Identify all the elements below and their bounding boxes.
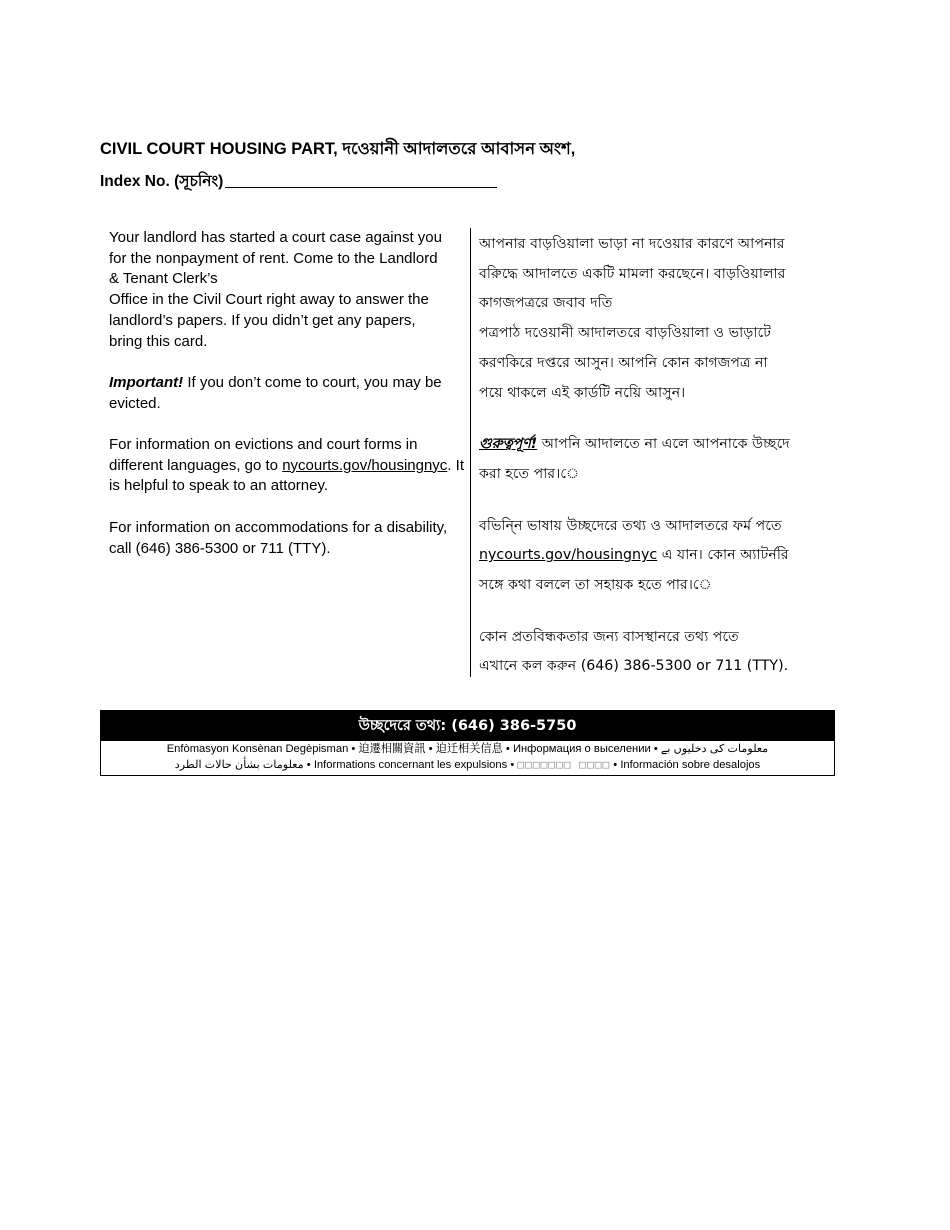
bengali-notice-line: কাগজপত্ররে জবাব দতি [479, 295, 613, 312]
bengali-notice [479, 230, 839, 408]
bengali-info-line: বভিনি্ন ভাষায় উচ্ছদেরে তথ্য ও আদালতরে ফর্ম পতে [479, 517, 782, 534]
bengali-accommodations [479, 623, 839, 682]
index-blank-line [225, 187, 497, 188]
info-text-post: . It is helpful to speak to an attorney. [109, 456, 464, 495]
unrendered-glyphs: □□□□□□□ □□□□ [517, 758, 611, 771]
english-notice-line: Your landlord has started a court case against you [109, 229, 442, 246]
index-label: Index No. (সূচনিং) [100, 173, 224, 190]
eviction-info-banner: উচ্ছদেরে তথ্য: (646) 386-5750 [101, 711, 834, 741]
english-info [109, 435, 465, 497]
english-important [109, 373, 465, 414]
english-notice-line: & Tenant Clerk’s [109, 270, 218, 288]
eviction-info-footer [100, 710, 835, 776]
english-accommodations: For information on accommodations for a disability, call (646) 386-5300 or 711 (TTY). [109, 518, 448, 557]
index-number-field [100, 169, 497, 195]
english-notice-line: bring this card. [109, 332, 208, 350]
bengali-acc-line: এখানে কল করুন (646) 386-5300 or 711 (TTY). [479, 658, 789, 675]
english-column [109, 228, 465, 580]
english-notice-line: landlord’s papers. If you didn’t get any papers, [109, 311, 416, 329]
bengali-column [479, 230, 839, 704]
bengali-notice-line: বরিুদ্ধে আদালতে একটি মামলা করছেনে। বাড়ওিয়ালার [479, 265, 786, 282]
french-label: • Informations concernant les expulsions • [303, 759, 518, 771]
english-notice-line: Office in the Civil Court right away to answer the [109, 291, 429, 309]
bengali-acc-line: কোন প্রতবিন্ধকতার জন্য বাসস্থানরে তথ্য পতে [479, 628, 739, 645]
languages-line-1: Enfòmasyon Konsènan Degèpisman • 迫遷相關資訊 • 迫迁相关信息 • Информация о выселении • معلومات کی دخلیوں بے [166, 743, 769, 755]
arabic-label: معلومات بشأن حالات الطرد [174, 759, 304, 771]
english-notice [109, 228, 465, 352]
bengali-info-line: এ যান। কোন অ্যাটর্নরি [657, 547, 789, 564]
bengali-important-text: আপনি আদালতে না এলে আপনাকে উচ্ছদে [537, 436, 790, 453]
bengali-notice-line: পয়ে থাকলে এই কার্ডটি নয়িে আসুন। [479, 384, 686, 401]
bengali-important [479, 430, 839, 489]
english-notice-line: for the nonpayment of rent. Come to the Landlord [109, 249, 438, 267]
important-label: Important! [109, 373, 184, 391]
important-text: If you don’t come to court, you may be evicted. [109, 373, 442, 412]
bengali-notice-line: পত্রপাঠ দওেয়ানী আদালতরে বাড়ওিয়ালা ও ভাড়াটে [479, 325, 771, 342]
bengali-important-text-2: করা হতে পার।ে [479, 465, 580, 482]
page-title: CIVIL COURT HOUSING PART, দওেয়ানী আদালতরে আবাসন অংশ, [100, 140, 576, 158]
info-text: For information on evictions and court forms in different languages, go to [109, 436, 418, 474]
spanish-label: • Información sobre desalojos [610, 759, 761, 771]
column-divider [470, 228, 471, 677]
bengali-info-line: সঙ্গে কথা বললে তা সহায়ক হতে পার।ে [479, 577, 712, 594]
languages-line-2 [101, 757, 834, 773]
bengali-info [479, 512, 839, 601]
bengali-notice-line: করণকিরে দপ্তরে আসুন। আপনি কোন কাগজপত্র না [479, 354, 768, 371]
bengali-important-label: গুরুত্বপূর্ণ! [479, 436, 538, 453]
housing-link[interactable]: nycourts.gov/housingnyc [282, 456, 448, 474]
bengali-housing-link[interactable]: nycourts.gov/housingnyc [479, 547, 658, 564]
bengali-notice-line: আপনার বাড়ওিয়ালা ভাড়া না দওেয়ার কারণে আপনার [479, 236, 785, 252]
